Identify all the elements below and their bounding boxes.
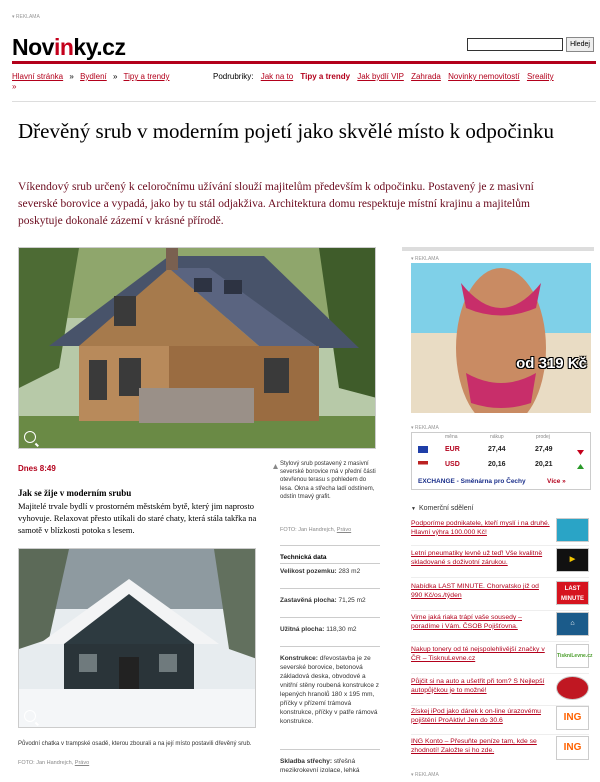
- spec-item: [280, 625, 380, 634]
- subnav: [213, 72, 554, 81]
- spec-item: [280, 757, 380, 775]
- ks-item[interactable]: [411, 678, 551, 695]
- bikini-ad-image: [411, 263, 591, 413]
- article-title: Dřevěný srub v moderním pojetí jako skvělé místo k odpočinku: [18, 119, 554, 143]
- breadcrumb-link-tipy[interactable]: Tipy a trendy: [123, 72, 170, 81]
- old-cabin-illustration: [19, 549, 256, 728]
- breadcrumb: [12, 72, 169, 81]
- article-subhead: Jak se žije v moderním srubu: [18, 488, 132, 498]
- breadcrumb-link-home[interactable]: Hlavní stránka: [12, 72, 64, 81]
- divider: [411, 734, 589, 735]
- sidebar-ad-label: ▾ REKLAMA: [411, 772, 439, 778]
- divider: [280, 617, 380, 618]
- credit-source-link[interactable]: Právo: [336, 527, 352, 533]
- spec-label: Zastavěná plocha:: [280, 597, 337, 604]
- us-flag-icon: [418, 461, 428, 468]
- ks-link[interactable]: Vime jaká riaka trápí vaše sousedy – poradíme i Vám. ČSOB Pojišťovna.: [411, 614, 522, 630]
- divider: [411, 610, 589, 611]
- ks-item[interactable]: [411, 646, 551, 663]
- trend-up-icon: [577, 462, 584, 471]
- spec-item: [280, 596, 380, 605]
- house-icon[interactable]: ⌂: [556, 612, 589, 636]
- ks-logo-icon[interactable]: [556, 518, 589, 542]
- header-divider: [12, 61, 596, 64]
- article-date: Dnes 8:49: [18, 464, 56, 473]
- sidebar-ad-label: ▾ REKLAMA: [411, 425, 439, 431]
- ks-item[interactable]: [411, 614, 551, 631]
- article-body: Majitelé trvale bydlí v prostorném městském bytě, který jim naprosto vyhovuje. Relaxovat přesto utíkali do staré chaty, která stála takřka na samotě v blízkosti potoka s lesem.: [18, 501, 257, 535]
- zoom-icon[interactable]: [24, 710, 36, 722]
- cabin-illustration: [19, 248, 376, 449]
- ks-logo-ing[interactable]: ING: [556, 736, 589, 760]
- ks-link[interactable]: ING Konto – Přesuňte peníze tam, kde se zhodnotí! Založte si ho zde.: [411, 738, 537, 754]
- divider: [280, 588, 380, 589]
- divider: [411, 641, 589, 642]
- subnav-item-nemovitosti[interactable]: Novinky nemovitostí: [448, 72, 520, 81]
- article-photo-old-cabin[interactable]: [18, 548, 256, 728]
- fx-footer-link[interactable]: EXCHANGE - Směnárna pro Čechy: [418, 478, 526, 485]
- divider: [411, 673, 589, 674]
- photo-credit: [280, 527, 378, 533]
- credit-label: FOTO:: [18, 760, 35, 766]
- ks-link[interactable]: Nakup tonery od té nejspolehlivější značky v ČR – TisknuLevne.cz: [411, 646, 545, 662]
- fx-currency-eur[interactable]: EUR: [445, 446, 460, 453]
- fx-col-header: nákup: [490, 434, 504, 440]
- breadcrumb-link-bydleni[interactable]: Bydlení: [80, 72, 107, 81]
- chevron-down-icon: ▼: [411, 506, 416, 512]
- ks-logo-tisknilevne[interactable]: TiskniLevne.cz: [556, 644, 589, 668]
- bikini-ad[interactable]: [411, 263, 591, 413]
- subnav-item-sreality[interactable]: Sreality: [526, 72, 554, 81]
- fx-more-link[interactable]: Více »: [547, 478, 566, 485]
- ks-link[interactable]: Podporíme podnikatele, kteří myslí i na druhé. Hlavní výhra 100.000 Kč!: [411, 520, 550, 536]
- article-perex: Víkendový srub určený k celoročnímu užívání slouží majitelům především k odpočinku. Postavený je z masivní severské borovice a vypadá, jako by tu stál odjakživa. Architektura domu respektuje místní krajinu a majitelům poskytuje dokonalé zázemí v krásné přírodě.: [18, 181, 534, 227]
- subnav-label: Podrubriky:: [213, 72, 254, 81]
- divider: [12, 101, 596, 102]
- fx-currency-usd[interactable]: USD: [445, 461, 460, 468]
- ks-link[interactable]: Letní pneumatiky levně už teď! Vše kvalitně skladované s doživotní zárukou.: [411, 550, 543, 566]
- eu-flag-icon: [418, 446, 428, 453]
- divider: [280, 749, 380, 750]
- divider: [411, 577, 589, 578]
- ks-link[interactable]: Nabídka LAST MINUTE. Chorvatsko již od 990 Kč/os./týden: [411, 583, 539, 599]
- photo-credit: [18, 760, 258, 766]
- divider: [280, 545, 380, 546]
- zoom-icon[interactable]: [24, 431, 36, 443]
- spec-value: dřevostavba je ze severské borovice, betonová základová deska, obvodové a vnitřní stěny roubená konstrukce z lepených hranolů 180 x 195 mm, příčky v přízemí trámová konstrukce, příčky v patře rámová konstrukce.: [280, 655, 379, 725]
- fx-buy: 27,44: [488, 446, 506, 453]
- spec-label: Konstrukce:: [280, 655, 318, 662]
- logo-text-accent: in: [53, 34, 74, 60]
- credit-label: FOTO:: [280, 527, 297, 533]
- article-photo-cabin[interactable]: [18, 247, 376, 449]
- bikini-price: od 319 Kč: [516, 355, 587, 372]
- spec-value: střešná mezikrokevní izolace, lehká: [280, 758, 360, 774]
- fx-col-header: měna: [445, 434, 458, 440]
- logo-text: ky.cz: [73, 34, 126, 60]
- spec-item: [280, 567, 380, 576]
- ks-link[interactable]: Půjčit si na auto a ušetřit při tom? S Nejlepší autopůjčkou je to možné!: [411, 678, 545, 694]
- fx-buy: 20,16: [488, 461, 506, 468]
- divider: [280, 646, 380, 647]
- fx-sell: 27,49: [535, 446, 553, 453]
- ks-item[interactable]: [411, 708, 551, 725]
- caption-arrow-icon: [273, 462, 278, 467]
- spec-value: 118,30 m2: [326, 626, 357, 633]
- site-logo[interactable]: [12, 34, 125, 61]
- breadcrumb-sep: »: [69, 72, 74, 81]
- subnav-item-vip[interactable]: Jak bydlí VIP: [357, 72, 404, 81]
- breadcrumb-sep: »: [112, 72, 118, 81]
- spec-label: Užitná plocha:: [280, 626, 325, 633]
- credit-source-link[interactable]: Právo: [74, 760, 90, 766]
- divider: [411, 545, 589, 546]
- ks-item[interactable]: [411, 738, 551, 755]
- sidebar-ad-label: ▾ REKLAMA: [411, 256, 439, 262]
- specs-title: Technická data: [280, 554, 327, 561]
- fx-col-header: prodej: [536, 434, 550, 440]
- photo-caption: Stylový srub postavený z masivní severské borovice má v přední části otevřenou terasu s pohledem do lesa. Okna a střecha ladí odstínem, odstín tmavý grafit.: [280, 461, 376, 500]
- photo-caption: Původní chatka v trampské osadě, kterou zbourali a na její místo postavili dřevěný srub.: [18, 741, 252, 747]
- spec-item: [280, 654, 380, 726]
- top-ad-label: ▾ REKLAMA: [12, 14, 40, 20]
- subnav-item-tipy[interactable]: Tipy a trendy: [300, 72, 351, 81]
- ks-logo-icon[interactable]: [556, 676, 589, 700]
- ks-item[interactable]: [411, 583, 551, 600]
- subnav-item-zahrada[interactable]: Zahrada: [411, 72, 441, 81]
- logo-text: Nov: [12, 34, 54, 60]
- ks-item[interactable]: [411, 520, 551, 537]
- credit-author: Jan Handrejch,: [36, 760, 74, 766]
- spec-label: Skladba střechy:: [280, 758, 333, 765]
- spec-label: Velikost pozemku:: [280, 568, 337, 575]
- ks-logo-last-minute[interactable]: LAST MINUTE: [556, 581, 589, 605]
- breadcrumb-sep: »: [12, 82, 17, 91]
- credit-author: Jan Handrejch,: [298, 527, 336, 533]
- sidebar-top-border: [402, 247, 594, 251]
- search-input[interactable]: [467, 38, 563, 51]
- ks-title: [411, 505, 473, 512]
- divider: [280, 563, 380, 564]
- spec-value: 283 m2: [338, 568, 361, 575]
- ks-item[interactable]: [411, 550, 551, 567]
- fx-sell: 20,21: [535, 461, 553, 468]
- spec-value: 71,25 m2: [338, 597, 366, 604]
- ks-title-text: Komerční sdělení: [418, 505, 474, 512]
- search-button[interactable]: Hledej: [566, 37, 594, 52]
- ks-logo-icon[interactable]: ▶: [556, 548, 589, 572]
- subnav-item-jak-na-to[interactable]: Jak na to: [260, 72, 294, 81]
- ks-link[interactable]: Získej iPod jako dárek k on-line úrazovému pojištění ProAktiv! Jen do 30.6: [411, 708, 541, 724]
- ks-logo-ing[interactable]: ING: [556, 706, 589, 730]
- trend-down-icon: [577, 448, 584, 457]
